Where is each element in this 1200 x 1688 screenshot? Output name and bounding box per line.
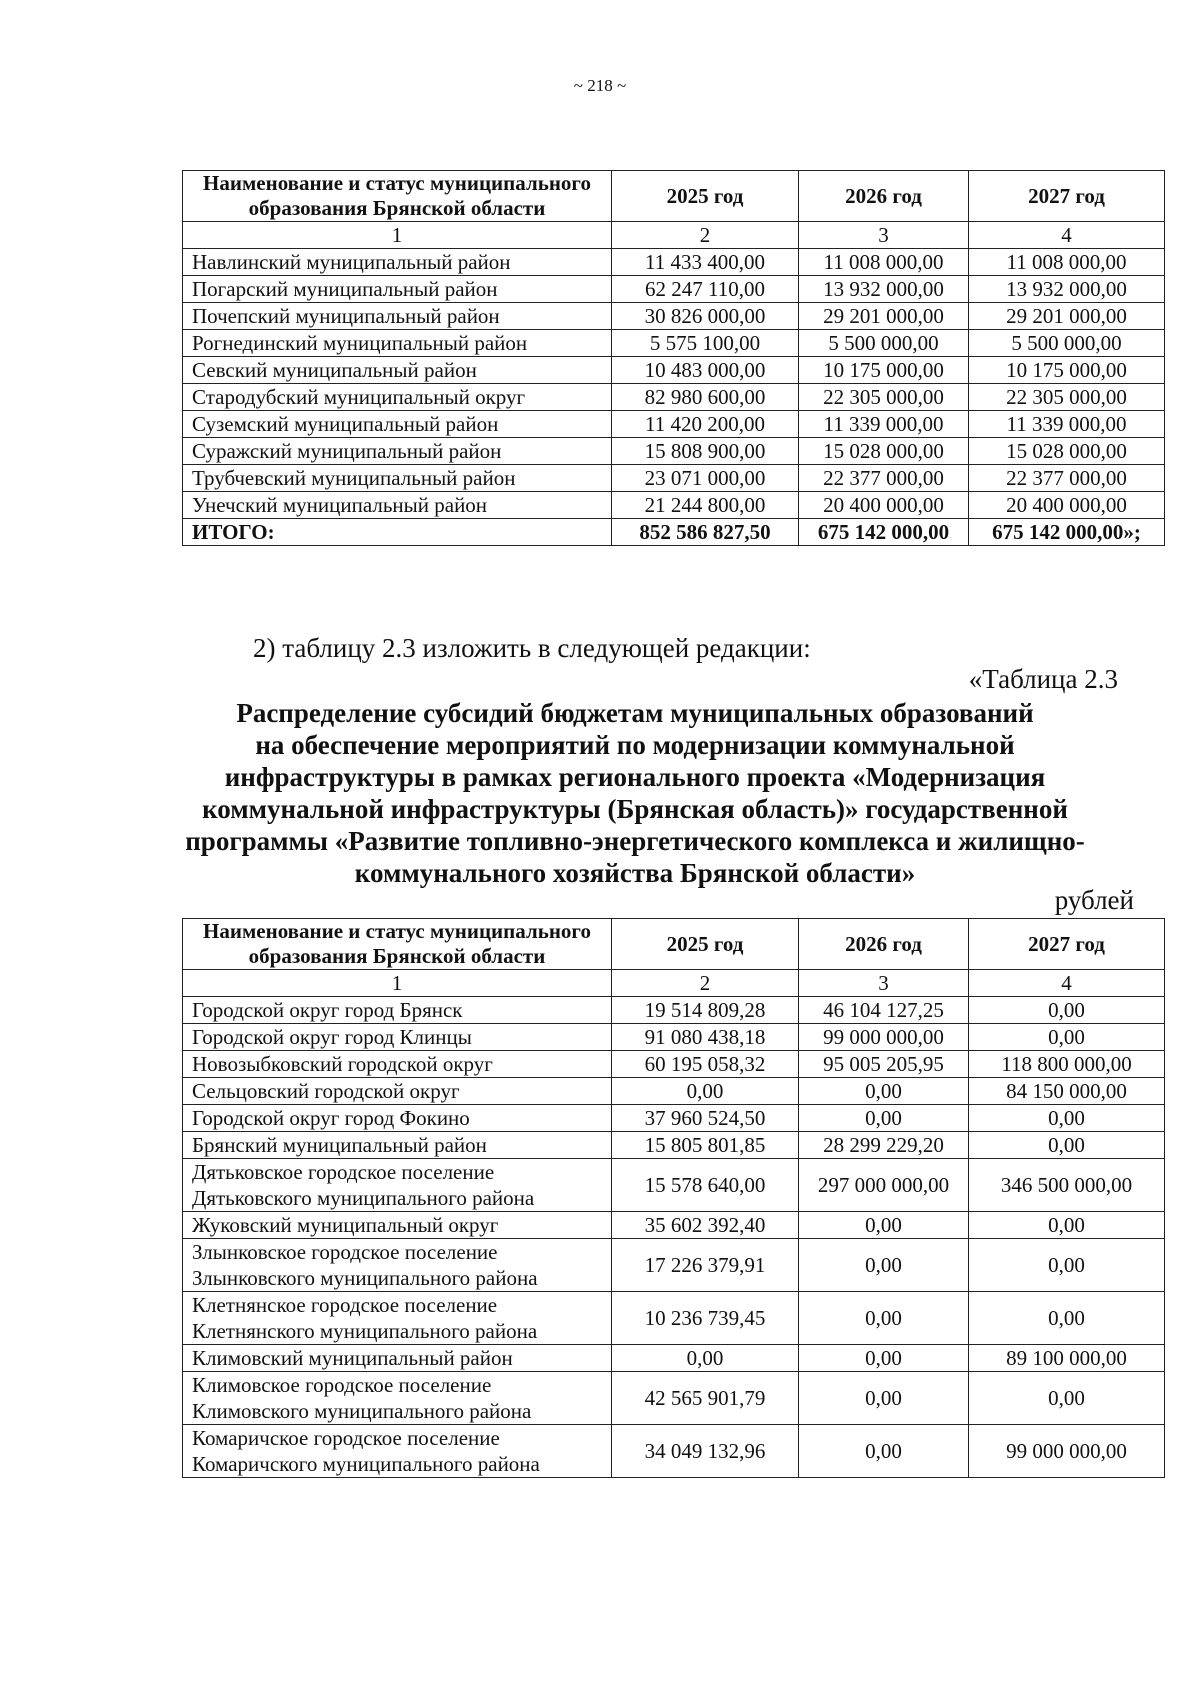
row-name: Суражский муниципальный район bbox=[183, 438, 612, 465]
value-2026: 10 175 000,00 bbox=[799, 357, 969, 384]
row-name: Климовское городское поселение Климовского муниципального района bbox=[183, 1372, 612, 1425]
column-header-2026: 2026 год bbox=[799, 171, 969, 222]
row-name: Городской округ город Брянск bbox=[183, 997, 612, 1024]
table-row bbox=[183, 1105, 1165, 1132]
value-2025: 10 483 000,00 bbox=[612, 357, 799, 384]
column-index: 2 bbox=[612, 970, 799, 997]
row-name: Суземский муниципальный район bbox=[183, 411, 612, 438]
subsidy-table-2-3 bbox=[182, 918, 1165, 1478]
value-2027: 29 201 000,00 bbox=[969, 303, 1165, 330]
value-2026: 0,00 bbox=[799, 1425, 969, 1478]
value-2027: 5 500 000,00 bbox=[969, 330, 1165, 357]
column-index: 1 bbox=[183, 222, 612, 249]
value-2027: 13 932 000,00 bbox=[969, 276, 1165, 303]
value-2026: 0,00 bbox=[799, 1292, 969, 1345]
value-2027: 15 028 000,00 bbox=[969, 438, 1165, 465]
value-2026: 0,00 bbox=[799, 1239, 969, 1292]
value-2025: 15 808 900,00 bbox=[612, 438, 799, 465]
value-2025: 10 236 739,45 bbox=[612, 1292, 799, 1345]
row-name: Погарский муниципальный район bbox=[183, 276, 612, 303]
value-2026: 13 932 000,00 bbox=[799, 276, 969, 303]
table-row bbox=[183, 1239, 1165, 1292]
row-name: Почепский муниципальный район bbox=[183, 303, 612, 330]
value-2027: 0,00 bbox=[969, 1239, 1165, 1292]
value-2026: 0,00 bbox=[799, 1212, 969, 1239]
column-index: 3 bbox=[799, 222, 969, 249]
value-2027: 346 500 000,00 bbox=[969, 1159, 1165, 1212]
table-row bbox=[183, 1212, 1165, 1239]
heading-line: коммунальной инфраструктуры (Брянская область)» государственной bbox=[202, 794, 1068, 824]
value-2027: 10 175 000,00 bbox=[969, 357, 1165, 384]
table-row bbox=[183, 357, 1165, 384]
value-2027: 0,00 bbox=[969, 1105, 1165, 1132]
value-2025: 11 433 400,00 bbox=[612, 249, 799, 276]
value-2026: 99 000 000,00 bbox=[799, 1024, 969, 1051]
column-index: 4 bbox=[969, 970, 1165, 997]
table-row bbox=[183, 1132, 1165, 1159]
column-header-name: Наименование и статус муниципального образования Брянской области bbox=[183, 919, 612, 970]
row-name: Рогнединский муниципальный район bbox=[183, 330, 612, 357]
value-2027: 0,00 bbox=[969, 1212, 1165, 1239]
heading-line: программы «Развитие топливно-энергетического комплекса и жилищно- bbox=[185, 826, 1085, 856]
row-name: Дятьковское городское поселение Дятьковского муниципального района bbox=[183, 1159, 612, 1212]
value-2025: 91 080 438,18 bbox=[612, 1024, 799, 1051]
column-index: 4 bbox=[969, 222, 1165, 249]
table-row bbox=[183, 1425, 1165, 1478]
value-2026: 22 305 000,00 bbox=[799, 384, 969, 411]
value-2025: 0,00 bbox=[612, 1345, 799, 1372]
table-header-row bbox=[183, 171, 1165, 222]
table-header-row bbox=[183, 919, 1165, 970]
table-row bbox=[183, 465, 1165, 492]
row-name: Климовский муниципальный район bbox=[183, 1345, 612, 1372]
value-2027: 20 400 000,00 bbox=[969, 492, 1165, 519]
row-name: Городской округ город Фокино bbox=[183, 1105, 612, 1132]
value-2025: 15 578 640,00 bbox=[612, 1159, 799, 1212]
column-index-row bbox=[183, 222, 1165, 249]
heading-line: Распределение субсидий бюджетам муниципальных образований bbox=[236, 698, 1034, 728]
total-row bbox=[183, 519, 1165, 546]
table-row bbox=[183, 303, 1165, 330]
value-2026: 0,00 bbox=[799, 1105, 969, 1132]
value-2025: 17 226 379,91 bbox=[612, 1239, 799, 1292]
row-name: Унечский муниципальный район bbox=[183, 492, 612, 519]
column-header-2027: 2027 год bbox=[969, 919, 1165, 970]
table-row bbox=[183, 1078, 1165, 1105]
table-row bbox=[183, 384, 1165, 411]
value-2026: 15 028 000,00 bbox=[799, 438, 969, 465]
value-2025: 35 602 392,40 bbox=[612, 1212, 799, 1239]
table-row bbox=[183, 411, 1165, 438]
value-2026: 297 000 000,00 bbox=[799, 1159, 969, 1212]
table1-body bbox=[183, 249, 1165, 519]
row-name: Стародубский муниципальный округ bbox=[183, 384, 612, 411]
row-name: Городской округ город Клинцы bbox=[183, 1024, 612, 1051]
heading-line: коммунального хозяйства Брянской области» bbox=[354, 858, 916, 888]
value-2027: 99 000 000,00 bbox=[969, 1425, 1165, 1478]
table-row bbox=[183, 1345, 1165, 1372]
table-row bbox=[183, 1159, 1165, 1212]
table2-body bbox=[183, 997, 1165, 1478]
total-2026: 675 142 000,00 bbox=[799, 519, 969, 546]
value-2026: 11 339 000,00 bbox=[799, 411, 969, 438]
value-2027: 89 100 000,00 bbox=[969, 1345, 1165, 1372]
value-2026: 28 299 229,20 bbox=[799, 1132, 969, 1159]
row-name: Жуковский муниципальный округ bbox=[183, 1212, 612, 1239]
value-2026: 0,00 bbox=[799, 1078, 969, 1105]
table-row bbox=[183, 1051, 1165, 1078]
row-name: Новозыбковский городской округ bbox=[183, 1051, 612, 1078]
row-name: Комаричское городское поселение Комаричского муниципального района bbox=[183, 1425, 612, 1478]
value-2026: 11 008 000,00 bbox=[799, 249, 969, 276]
column-header-2027: 2027 год bbox=[969, 171, 1165, 222]
row-name: Сельцовский городской округ bbox=[183, 1078, 612, 1105]
value-2025: 34 049 132,96 bbox=[612, 1425, 799, 1478]
value-2025: 62 247 110,00 bbox=[612, 276, 799, 303]
heading-line: на обеспечение мероприятий по модернизации коммунальной bbox=[255, 730, 1015, 760]
value-2025: 82 980 600,00 bbox=[612, 384, 799, 411]
value-2027: 0,00 bbox=[969, 1024, 1165, 1051]
value-2025: 37 960 524,50 bbox=[612, 1105, 799, 1132]
value-2027: 11 339 000,00 bbox=[969, 411, 1165, 438]
value-2026: 95 005 205,95 bbox=[799, 1051, 969, 1078]
value-2025: 11 420 200,00 bbox=[612, 411, 799, 438]
column-index-row bbox=[183, 970, 1165, 997]
value-2025: 19 514 809,28 bbox=[612, 997, 799, 1024]
value-2027: 118 800 000,00 bbox=[969, 1051, 1165, 1078]
row-name: Трубчевский муниципальный район bbox=[183, 465, 612, 492]
total-2025: 852 586 827,50 bbox=[612, 519, 799, 546]
amendment-instruction: 2) таблицу 2.3 изложить в следующей редакции: bbox=[253, 633, 811, 663]
column-index: 3 bbox=[799, 970, 969, 997]
value-2025: 21 244 800,00 bbox=[612, 492, 799, 519]
value-2026: 5 500 000,00 bbox=[799, 330, 969, 357]
heading-line: инфраструктуры в рамках регионального проекта «Модернизация bbox=[224, 762, 1046, 792]
value-2026: 29 201 000,00 bbox=[799, 303, 969, 330]
subsidy-table-continued bbox=[182, 170, 1165, 546]
total-2027: 675 142 000,00»; bbox=[969, 519, 1165, 546]
value-2027: 11 008 000,00 bbox=[969, 249, 1165, 276]
table-row bbox=[183, 1372, 1165, 1425]
total-label: ИТОГО: bbox=[183, 519, 612, 546]
table-row bbox=[183, 997, 1165, 1024]
table-row bbox=[183, 276, 1165, 303]
units-label: рублей bbox=[1054, 885, 1134, 915]
column-header-2025: 2025 год bbox=[612, 919, 799, 970]
row-name: Брянский муниципальный район bbox=[183, 1132, 612, 1159]
value-2027: 0,00 bbox=[969, 1132, 1165, 1159]
value-2025: 23 071 000,00 bbox=[612, 465, 799, 492]
value-2026: 0,00 bbox=[799, 1345, 969, 1372]
value-2025: 0,00 bbox=[612, 1078, 799, 1105]
value-2026: 22 377 000,00 bbox=[799, 465, 969, 492]
table-row bbox=[183, 1024, 1165, 1051]
value-2025: 30 826 000,00 bbox=[612, 303, 799, 330]
value-2025: 15 805 801,85 bbox=[612, 1132, 799, 1159]
column-index: 2 bbox=[612, 222, 799, 249]
value-2027: 84 150 000,00 bbox=[969, 1078, 1165, 1105]
row-name: Злынковское городское поселение Злынковского муниципального района bbox=[183, 1239, 612, 1292]
value-2027: 0,00 bbox=[969, 1372, 1165, 1425]
value-2027: 22 305 000,00 bbox=[969, 384, 1165, 411]
table-row bbox=[183, 492, 1165, 519]
value-2027: 0,00 bbox=[969, 1292, 1165, 1345]
value-2026: 46 104 127,25 bbox=[799, 997, 969, 1024]
value-2025: 60 195 058,32 bbox=[612, 1051, 799, 1078]
table-row bbox=[183, 330, 1165, 357]
row-name: Клетнянское городское поселение Клетнянского муниципального района bbox=[183, 1292, 612, 1345]
column-header-2025: 2025 год bbox=[612, 171, 799, 222]
value-2026: 20 400 000,00 bbox=[799, 492, 969, 519]
value-2027: 22 377 000,00 bbox=[969, 465, 1165, 492]
row-name: Севский муниципальный район bbox=[183, 357, 612, 384]
column-header-name: Наименование и статус муниципального образования Брянской области bbox=[183, 171, 612, 222]
table-label: «Таблица 2.3 bbox=[968, 664, 1118, 694]
table-row bbox=[183, 438, 1165, 465]
value-2025: 42 565 901,79 bbox=[612, 1372, 799, 1425]
column-index: 1 bbox=[183, 970, 612, 997]
table-row bbox=[183, 1292, 1165, 1345]
table-row bbox=[183, 249, 1165, 276]
page-number: ~ 218 ~ bbox=[573, 76, 627, 95]
column-header-2026: 2026 год bbox=[799, 919, 969, 970]
table-heading bbox=[150, 697, 1120, 889]
value-2027: 0,00 bbox=[969, 997, 1165, 1024]
value-2026: 0,00 bbox=[799, 1372, 969, 1425]
row-name: Навлинский муниципальный район bbox=[183, 249, 612, 276]
value-2025: 5 575 100,00 bbox=[612, 330, 799, 357]
